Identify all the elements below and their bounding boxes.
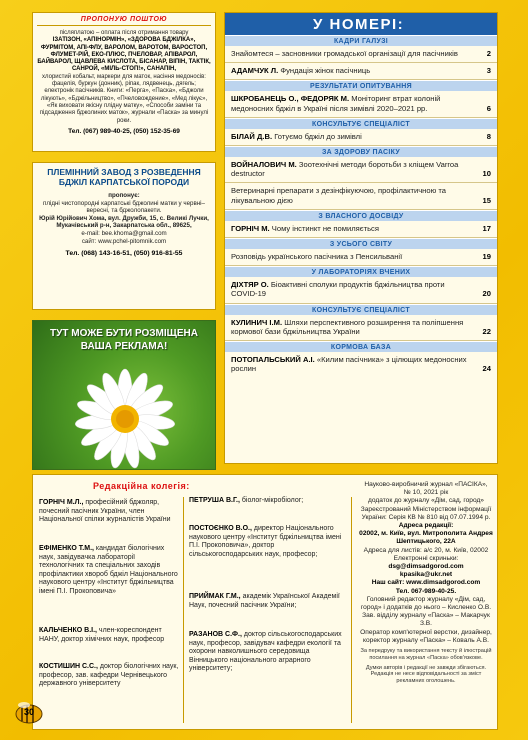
imprint-address-label: Адреса редакції: (398, 522, 454, 530)
board-member-desc: доктор сільськогосподарських наук, професор, завідувач кафедри екології та охорони навколишнього середовища Вінницького національного аграрного університету; (189, 631, 342, 673)
nursery-text: плідні чистопородні карпатські бджолині матки у червні–вересні, та бджолопакети. (43, 199, 205, 215)
board-member (39, 545, 179, 597)
toc-item-page: 15 (482, 195, 491, 205)
nursery-title: ПЛЕМІННИЙ ЗАВОД З РОЗВЕДЕННЯ БДЖІЛ КАРПАТСЬКОЇ ПОРОДИ (47, 167, 201, 187)
toc-item[interactable] (225, 91, 497, 117)
toc-item-page: 24 (482, 364, 491, 374)
editorial-board-box (32, 474, 498, 730)
toc-item[interactable] (225, 352, 497, 377)
toc-item-author: ДІХТЯР О. (231, 280, 269, 290)
board-member-desc: кандидат біологічних наук, завідувачка лабораторії технологічних та спеціальних заходів профілактики хвороб бджіл Національного наукового центру «Інститут бджільництва імені П.І. Прокоповича» (39, 545, 178, 595)
toc-item-title: Готуємо бджіл до зимівлі (274, 131, 362, 141)
imprint-operator: Оператор комп'ютерної верстки, дизайнер, коректор журналу «Паска» – Коваль А.В. (360, 628, 492, 644)
toc-item[interactable] (225, 129, 497, 146)
nursery-site: сайт: www.pchel-pitomnik.com (81, 237, 167, 245)
toc-section-header: РЕЗУЛЬТАТИ ОПИТУВАННЯ (225, 80, 497, 91)
board-member-desc: біолог-мікробіолог; (241, 497, 304, 504)
imprint-phone: Тел. 067-989-40-25. (395, 587, 457, 595)
toc-title: У НОМЕРІ: (225, 13, 497, 35)
imprint-address: 02002, м. Київ, вул. Митрополита Андрея Шептицького, 22А (359, 530, 493, 546)
mail-order-phones: Тел. (067) 989-40-25, (050) 152-35-69 (68, 127, 180, 135)
toc-section-header: У ЛАБОРАТОРІЯХ ВЧЕНИХ (225, 266, 497, 277)
toc-item[interactable] (225, 157, 497, 183)
toc-item[interactable] (225, 221, 497, 238)
toc-section-header: ЗА ЗДОРОВУ ПАСІКУ (225, 146, 497, 157)
imprint-supplement: додаток до журналу «Дім, сад, город» (368, 497, 484, 505)
imprint-issue: № 10, 2021 рік (403, 489, 449, 497)
toc-item-page: 17 (482, 223, 491, 233)
toc-item-title: Біоактивні сполуки продуктів бджільництва проти COVID-19 (231, 280, 445, 299)
toc-item-author: ШКРОБАНЕЦЬ О., ФЕДОРЯК М. (231, 94, 350, 104)
page-number-badge (14, 702, 44, 726)
nursery-offers: пропонує: (108, 192, 140, 199)
toc-item-author: ВОЙНАЛОВИЧ М. (231, 160, 297, 170)
toc-item-title: Розповідь українського пасічника з Пенсильванії (231, 252, 403, 262)
ad-placeholder-box (32, 320, 216, 470)
mail-order-title: ПРОПОНУЮ ПОШТОЮ (37, 16, 211, 26)
toc-item[interactable] (225, 277, 497, 303)
board-member-name: КАЛЬЧЕНКО В.І., (39, 627, 97, 634)
board-member-name: ПОСТОЄНКО В.О., (189, 525, 252, 532)
toc-section-header: З ВЛАСНОГО ДОСВІДУ (225, 210, 497, 221)
imprint-dept-head: Зав. відділу журналу «Паска» – Макарчук З.В. (362, 612, 490, 628)
toc-item-page: 6 (486, 103, 491, 113)
toc-item-title: Фундація жінок пасічниць (280, 66, 371, 76)
editorial-board-title: Редакційна колегія: (93, 481, 190, 491)
toc-item-title: Чому інстинкт не помиляється (271, 223, 379, 233)
board-member-name: КОСТИШИН С.С., (39, 663, 98, 670)
toc-item-author: ПОТОПАЛЬСЬКИЙ А.І. (231, 355, 315, 365)
toc-item-page: 3 (486, 66, 491, 76)
imprint-email-2[interactable]: kpasika@ukr.net (399, 571, 453, 579)
column-divider (183, 497, 184, 723)
nursery-email: e-mail: bee.khoma@gmail.com (81, 229, 167, 237)
imprint-site[interactable]: Наш сайт: www.dimsadgorod.com (371, 579, 481, 587)
imprint-mail-address: Адреса для листів: а/с 20, м. Київ, 02002 (363, 546, 489, 554)
toc-item[interactable] (225, 46, 497, 63)
board-member-desc: директор Національного наукового центру «Інститут бджільництва імені П.І. Прокоповича», доктор сільськогосподарських наук, професор; (189, 525, 342, 558)
toc-item-author: АДАМЧУК Л. (231, 66, 279, 76)
toc-item[interactable] (225, 315, 497, 341)
board-member-desc: член-кореспондент НАНУ, доктор хімічних наук, професор (39, 627, 165, 643)
toc-item-page: 2 (486, 49, 491, 58)
mail-order-intro: післяплатою – оплата після отримання товару (59, 30, 189, 36)
nursery-ad-box (32, 162, 216, 310)
toc-item-author: КУЛИНИЧ І.М. (231, 317, 283, 327)
board-member-desc: доктор біологічних наук, професор, зав. кафедри Чернівецького державного університету (39, 663, 179, 688)
imprint-emails-label: Електронні скриньки: (393, 554, 459, 562)
nursery-phones: Тел. (068) 143-16-51, (050) 916-81-55 (65, 250, 183, 258)
mail-order-books: електронік пасічників. Книги: «Перга», «Паска», «Бджоли лікують», «Бджільництво», «Пчеловождение», «Мед лікує», «Як виховати якісну плідну матку», «Способи заміни та підсадження бджолиних маток», журнали «Паска» за минулі роки. (39, 88, 209, 124)
toc-item[interactable] (225, 63, 497, 80)
imprint-email-1[interactable]: dsg@dimsadgorod.com (388, 563, 464, 571)
board-member (39, 663, 179, 689)
board-member (39, 499, 179, 525)
board-member (189, 525, 347, 559)
board-member-name: ПЕТРУША В.Г., (189, 497, 240, 504)
imprint (357, 481, 495, 685)
mail-order-box (32, 12, 216, 152)
toc-item-title: Зоотехнічні методи боротьби з кліщем Varroa destructor (231, 160, 459, 179)
toc-item-page: 22 (482, 326, 491, 336)
toc-item-page: 19 (482, 252, 491, 262)
toc-section-header: З УСЬОГО СВІТУ (225, 238, 497, 249)
toc-item-page: 8 (486, 131, 491, 141)
mail-order-products: ІЗАТІЗОН, «АПІНОРМІН», «ЗДОРОВА БДЖІЛКА», ФУРМІТОМ, АПІ-ФЛУ, ВАРОЛОМ, ВАРОТОМ, ВАРОСТОП, ФЛУМЕТ-РІЙ, ЕКО-ПЛЮС, ПЧЕЛОВАР, АПІВАРОЛ, БАЙВАРОЛ, ЩАВЛЕВА КИСЛОТА, БІСАНАР, ВІПІН, ТАКТІК, САНРОЙ, «МІЛЬ-СТОП!», САНАПІН, (37, 37, 211, 73)
board-member-name: РАЗАНОВ С.Ф., (189, 631, 242, 638)
page-number: 30 (24, 707, 35, 717)
board-member (39, 627, 179, 644)
imprint-registered: Зареєстрований Міністерством інформації України: Серія КВ № 810 від 07.07.1994 р. (360, 505, 492, 521)
toc-section-header: КАДРИ ГАЛУЗІ (225, 35, 497, 46)
toc-item-author: ГОРНІЧ М. (231, 223, 270, 233)
imprint-note-2: Думки авторів і редакції не завжди збігаються. Редакція не несе відповідальності за зміст рекламних оголошень. (365, 664, 487, 685)
toc-item-title: Моніторинг втрат колоній медоносних бджіл в Україні після зимівлі 2020–2021 рр. (231, 94, 441, 113)
toc-item-title: Знайомтеся – засновники громадської організації для пасічників (231, 49, 458, 58)
toc-item-page: 20 (482, 289, 491, 299)
toc-item[interactable] (225, 249, 497, 266)
toc-section-header: КОРМОВА БАЗА (225, 341, 497, 352)
board-member-name: ЕФІМЕНКО Т.М., (39, 545, 94, 552)
board-member (189, 593, 347, 610)
imprint-note-1: За передруку та використання тексту й ілюстрацій посилання на журнал «Паска» обов'язкове. (360, 648, 492, 661)
board-member-name: ГОРНІЧ М.Л., (39, 499, 84, 506)
ad-line-2: ВАША РЕКЛАМА! (80, 341, 168, 352)
mail-order-markers: хлористий кобальт, маркери для маток, насіння медоносів: фацелія, буркун (донник), ріпак, лядвенець, дягель; (42, 73, 206, 88)
toc-section-header: КОНСУЛЬТУЄ СПЕЦІАЛІСТ (225, 118, 497, 129)
board-member (189, 497, 347, 506)
imprint-journal: Науково-виробничий журнал «ПАСІКА», (364, 481, 488, 488)
toc-item-title: Ветеринарні препарати з дезінфікуючою, профілактичною та лікувальною дією (231, 186, 447, 205)
toc-item-page: 10 (482, 169, 491, 179)
ad-placeholder-title (33, 327, 215, 353)
toc-section-header: КОНСУЛЬТУЄ СПЕЦІАЛІСТ (225, 304, 497, 315)
toc-item-title: «Килим пасічника» з цілющих медоносних рослин (231, 355, 467, 374)
toc-item-author: БІЛАЙ Д.В. (231, 131, 273, 141)
board-member-name: ПРИЙМАК Г.М., (189, 593, 241, 600)
ad-line-1: ТУТ МОЖЕ БУТИ РОЗМІЩЕНА (50, 328, 198, 339)
board-member-desc: професійний бджоляр, почесний пасічник України, член Національної спілки журналістів України (39, 499, 171, 524)
imprint-chief: Головний редактор журналу «Дім, сад, город» і додатків до нього – Кисленко О.В. (360, 595, 492, 612)
mail-order-text (37, 30, 211, 125)
table-of-contents (224, 12, 498, 464)
board-member-desc: академік Української Академії Наук, почесний пасічник України; (189, 593, 340, 609)
toc-item-title: Шляхи перспективного розширення та поліпшення кормової бази бджільництва України (231, 317, 464, 336)
toc-item[interactable] (225, 183, 497, 209)
nursery-address: Юрій Юрійович Хома, вул. Дружби, 15, с. Великі Лучки, Мукачівський р-н, Закарпатська обл., 89625, (39, 214, 209, 230)
board-member (189, 631, 347, 674)
column-divider (351, 497, 352, 723)
